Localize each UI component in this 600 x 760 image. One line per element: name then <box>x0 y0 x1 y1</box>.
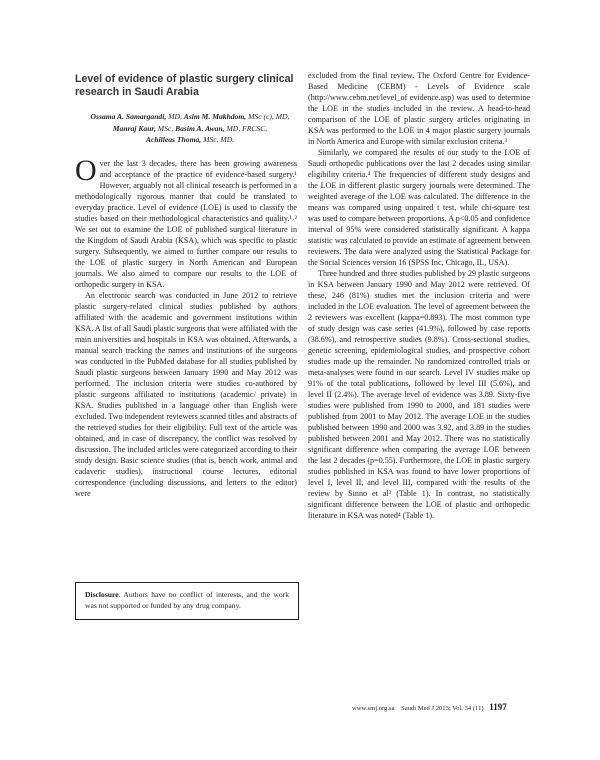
paragraph-text: excluded from the final review. The Oxford Centre for Evidence-Based Medicine (CEBM) - Levels of Evidence scale ( <box>308 71 530 102</box>
footer-website[interactable]: www.smj.org.sa <box>352 705 395 712</box>
article-title: Level of evidence of plastic surgery clinical research in Saudi Arabia <box>75 73 294 98</box>
author-degree: MSc (c), MD, <box>246 112 290 121</box>
author-name: Asim M. Makhdom, <box>183 112 247 121</box>
disclosure-label: Disclosure <box>85 590 119 599</box>
author-degree: MD, FRCSC, <box>224 123 268 133</box>
disclosure-text: . Authors have no conflict of interests, and the work was not supported or funded by any drug company. <box>85 590 289 610</box>
author-name: Ossama A. Samargandi, <box>90 112 167 121</box>
author-line-2 <box>75 123 305 135</box>
left-column-body <box>75 154 297 499</box>
author-line-3 <box>75 134 305 146</box>
author-degree: MSc, <box>155 123 176 133</box>
footer-journal: Saudi Med J 2013; Vol. 34 (11) <box>401 705 484 712</box>
methods-continued-paragraph <box>308 70 530 147</box>
author-name: Achilleas Thoma, <box>145 135 202 144</box>
results-paragraph: Three hundred and three studies published by 29 plastic surgeons in KSA between January 1990 and May 2012 were retrieved. Of these, 246 (81%) studies met the inclusion criteria and were included in the LOE evaluation. The level of agreement between the 2 reviewers was excellent (kappa=0.893). The most common type of study design was case series (41.9%), followed by case reports (38.6%), and retrospective studies (9.8%). Cross-sectional studies, genetic screening, epidemiological studies, and prospective cohort studies made up the remainder. No randomized controlled trials or meta-analyses were found in our search. Level IV studies make up 91% of the total publications, followed by level III (5.6%), and level II (2.4%). The average level of evidence was 3.89. Sixty-five studies were published from 1990 to 2000, and 181 studies were published from 2001 to May 2012. The average LOE in the studies published between 1990 and 2000 was 3.92, and 3.89 in the studies published between 2001 and May 2012. There was no statistically significant difference when comparing the average LOE between the last 2 decades (p=0.55). Furthermore, the LOE in plastic surgery studies published in KSA was found to have lower proportions of level I, level II, and level III, compared with the results of the review by Sinno et al³ (Table 1). In contrast, no statistically significant difference between the LOE of plastic and orthopedic literature in KSA was noted⁴ (Table 1). <box>308 269 530 520</box>
author-name: Basim A. Awan, <box>175 123 225 133</box>
methods-paragraph: An electronic search was conducted in June 2012 to retrieve plastic surgery-related clinical studies published by authors affiliated with the academic and government institutions within KSA. A list of all Saudi plastic surgeons that were affiliated with the main universities and hospitals in KSA was obtained. Afterwards, a manual search tracking the names and institutions of the surgeons was conducted in the PubMed database for all studies published by Saudi plastic surgeons between January 1990 and May 2012 was performed. The inclusion criteria were studies co-authored by plastic surgeons affiliated to institutions (academic/ private) in KSA. Studies published in a language other than English were excluded. Two independent reviewers scanned titles and abstracts of the retrieved studies for their eligibility. Full text of the article was obtained, and in case of discrepancy, the conflict was resolved by discussion. The included articles were categorized according to their study design. Basic science studies (that is, bench work, animal and cadaveric studies), instructional course lectures, editorial correspondence (including discussions, and letters to the editor) were <box>75 291 297 498</box>
author-degree: MD, <box>166 112 184 121</box>
intro-paragraph <box>75 154 297 290</box>
right-column-body <box>308 70 530 521</box>
author-degree: MSc, MD. <box>201 135 235 144</box>
intro-paragraph-text: ver the last 3 decades, there has been growing awareness and acceptance of the practice of evidence-based surgery.¹ However, arguably not all clinical research is performed in a methodologically rigorous manner that could be translated to everyday practice. Level of evidence (LOE) is used to classify the studies based on their methodological characteristics and quality.¹˒² We set out to examine the LOE of published surgical literature in the Kingdom of Saudi Arabia (KSA), which was specific to plastic surgery. Subsequently, we aimed to further compare our results to the LOE of plastic surgery in North American and European journals. We also aimed to compare our results to the LOE of orthopedic surgery in KSA. <box>75 159 297 289</box>
author-line-1 <box>75 111 305 123</box>
disclosure-box <box>75 582 299 620</box>
author-list <box>75 111 305 146</box>
page-footer <box>352 702 542 712</box>
author-name: Manraj Kaur, <box>112 123 156 133</box>
cebm-link[interactable]: http://www.cebm.net/level_of evidence.asp <box>310 93 452 102</box>
comparison-paragraph: Similarly, we compared the results of our study to the LOE of Saudi orthopedic publications over the last 2 decades using similar eligibility criteria.⁴ The frequencies of different study designs and the LOE in different plastic surgery journals were determined. The weighted average of the LOE was calculated. The difference in the means was compared using unpaired t test, while chi-square test was used to compare between proportions. A p<0.05 and confidence interval of 95% were considered statistically significant. A kappa statistic was calculated to provide an estimate of agreement between reviewers. The data were analyzed using the Statistical Package for the Social Sciences version 16 (SPSS Inc, Chicago, IL, USA). <box>308 148 530 267</box>
paragraph-text: ) was used to determine the LOE in the studies included in the review. A head-to-head comparison of the LOE of plastic surgery articles originating in KSA was performed to the LOE in 4 major plastic surgery journals in North America and Europe with similar exclusion criteria.³ <box>308 93 530 146</box>
page-number: 1197 <box>489 702 507 712</box>
drop-cap: O <box>75 154 97 187</box>
